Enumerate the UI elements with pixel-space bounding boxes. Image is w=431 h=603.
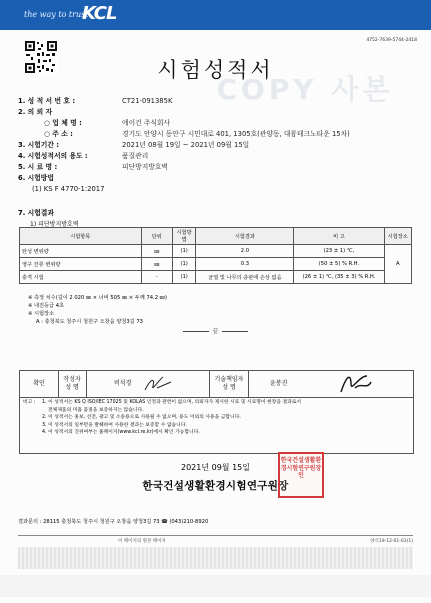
row-item: 탄성 변위량 [20, 245, 142, 258]
header-item: 시험항목 [20, 228, 142, 245]
remarks-label: 비고 : [23, 400, 36, 405]
company-label: ○ 업 체 명 : [44, 119, 82, 127]
report-info [18, 96, 413, 195]
page-title: 시험성적서 [157, 58, 274, 82]
purpose-label: 4. 시험성적서의 용도 : [18, 152, 88, 160]
tech-name-label: 성 명 [222, 384, 236, 391]
applicant-label: 2. 의 뢰 자 [18, 108, 53, 116]
footer-right: 양식19-12-01-03(1) [370, 539, 413, 544]
row-unit: ㎜ [141, 245, 172, 258]
sample-label: 5. 시 료 명 : [18, 163, 58, 171]
method-standard: (1) KS F 4770-1:2017 [32, 185, 105, 193]
note-line: A : 충청북도 청주시 청원구 오창읍 양청3길 73 [36, 319, 143, 325]
table-row [20, 258, 412, 271]
company-row [18, 118, 413, 129]
applicant-row [18, 107, 413, 118]
tech-signature-icon [337, 372, 373, 396]
period-row [18, 140, 413, 151]
test-period: 2021년 08월 19일 ~ 2021년 09월 15일 [122, 141, 250, 149]
remarks-body [42, 399, 407, 437]
footer-bar [18, 535, 413, 544]
test-place: A [384, 245, 411, 284]
page-bottom-margin [0, 575, 431, 597]
tech-label: 기술책임자 [214, 376, 244, 383]
remark-line: 2. 이 성적서는 홍보, 선전, 광고 및 소송용으로 사용될 수 없으며, 용도 이외의 사용을 금합니다. [42, 415, 241, 420]
remark-line: 1. 이 성적서는 KS Q ISO/IEC 17025 및 KOLAS 인정과 관련이 없으며, 의뢰자가 제시한 시료 및 시료명이 현장을 결과로서 [42, 400, 302, 405]
official-seal-icon [278, 452, 324, 498]
remark-line: 전체제품의 미흡 품질을 보증하지는 않습니다. [48, 407, 144, 413]
row-remark: (26 ± 1) ℃, (35 ± 3) % R.H. [294, 271, 384, 284]
header-remark: 비 고 [294, 228, 384, 245]
row-item: 충격 시험 [20, 271, 142, 284]
confirm-label: 확인 [20, 371, 59, 397]
security-strip [18, 547, 413, 569]
row-method: (1) [172, 245, 196, 258]
sample-name: 피단방지방호벽 [122, 163, 168, 171]
remark-line: 3. 이 성적서의 일부만을 발췌하여 사용한 결과는 보증할 수 없습니다. [42, 422, 187, 428]
signature-box [19, 370, 414, 398]
note-line: ※ 내진등급 4초 [28, 303, 65, 309]
table-row [20, 271, 412, 284]
contact-address: 결과문의 : 28115 충청북도 청주시 청원구 오창읍 양청3길 73 ☎ (043)210-8920 [18, 519, 209, 525]
row-result: 균열 및 나무의 층판에 손상 없음 [196, 271, 294, 284]
row-item: 영구 잔류 변위량 [20, 258, 142, 271]
row-method: (1) [172, 258, 196, 271]
issuing-organization: 한국건설생활환경시험연구원장 [142, 480, 289, 492]
kcl-logo: KCL [82, 3, 117, 24]
period-label: 3. 시험기간 : [18, 141, 60, 149]
method-row [18, 173, 413, 184]
author-signature-icon [143, 374, 173, 394]
table-row [20, 245, 412, 258]
header-method: 시험방법 [172, 228, 196, 245]
row-result: 0.3 [196, 258, 294, 271]
report-number-row [18, 96, 413, 107]
row-remark: (50 ± 5) % R.H. [294, 258, 384, 271]
row-unit: - [141, 271, 172, 284]
note-line: ※ 시험장소 [28, 311, 55, 317]
sample-row [18, 162, 413, 173]
remark-line: 4. 이 성적서의 진위여부는 홈페이지(www.kcl.re.kr)에서 확인 가능합니다. [42, 430, 200, 435]
results-title: 7. 시험결과 [18, 209, 54, 217]
company-name: 에이건 주식회사 [122, 119, 171, 127]
brand-tagline: the way to trust [24, 10, 89, 19]
results-table [19, 227, 412, 284]
tech-labels [210, 371, 249, 397]
address-label: ○ 주 소 : [44, 130, 73, 138]
copy-watermark: COPY 사본 [216, 73, 394, 106]
purpose-row [18, 151, 413, 162]
row-result: 2.0 [196, 245, 294, 258]
header-band [0, 0, 431, 30]
header-unit: 단위 [141, 228, 172, 245]
method-label: 6. 시험방법 [18, 174, 54, 182]
row-remark: (23 ± 1) ℃, [294, 245, 384, 258]
end-mark [0, 326, 431, 335]
issue-date: 2021년 09월 15일 [181, 463, 250, 472]
row-method: (1) [172, 271, 196, 284]
remarks-box [19, 397, 414, 454]
header-place: 시험장소 [384, 228, 411, 245]
header-result: 시험결과 [196, 228, 294, 245]
author-label: 작성자 [63, 376, 81, 383]
company-address: 경기도 안양시 동안구 시민대로 401, 1305호(관양동, 대륭테크노타운 15차) [122, 130, 350, 138]
results-subtitle: 1) 피단방지방호벽 [30, 221, 79, 228]
report-number-label: 1. 성 적 서 번 호 : [18, 97, 76, 105]
report-number: CT21-091385K [122, 97, 173, 105]
row-unit: ㎜ [141, 258, 172, 271]
seal-text: 한국건설생활환경시험연구원장인 [280, 457, 322, 479]
tech-signature-cell [248, 371, 413, 397]
footer-left: 이 페이지의 원본 페이지 [118, 539, 166, 544]
end-mark-text: 끝 [212, 328, 219, 335]
author-signature-cell [86, 371, 210, 397]
document-number: 4752-7639-5744-2418 [366, 38, 417, 43]
address-row [18, 129, 413, 140]
report-purpose: 품질관리 [122, 152, 149, 160]
author-labels [58, 371, 87, 397]
method-standard-row [18, 184, 413, 195]
author-name-label: 성 명 [65, 384, 79, 391]
results-header-row [20, 228, 412, 245]
tech-name: 윤봉진 [270, 380, 288, 387]
author-name: 비석경 [114, 380, 132, 387]
notes [28, 294, 167, 326]
note-line: ※ 측정 치수(길이 2 020 ㎜ × 너비 505 ㎜ × 두께 74.2 ㎜) [28, 295, 167, 301]
